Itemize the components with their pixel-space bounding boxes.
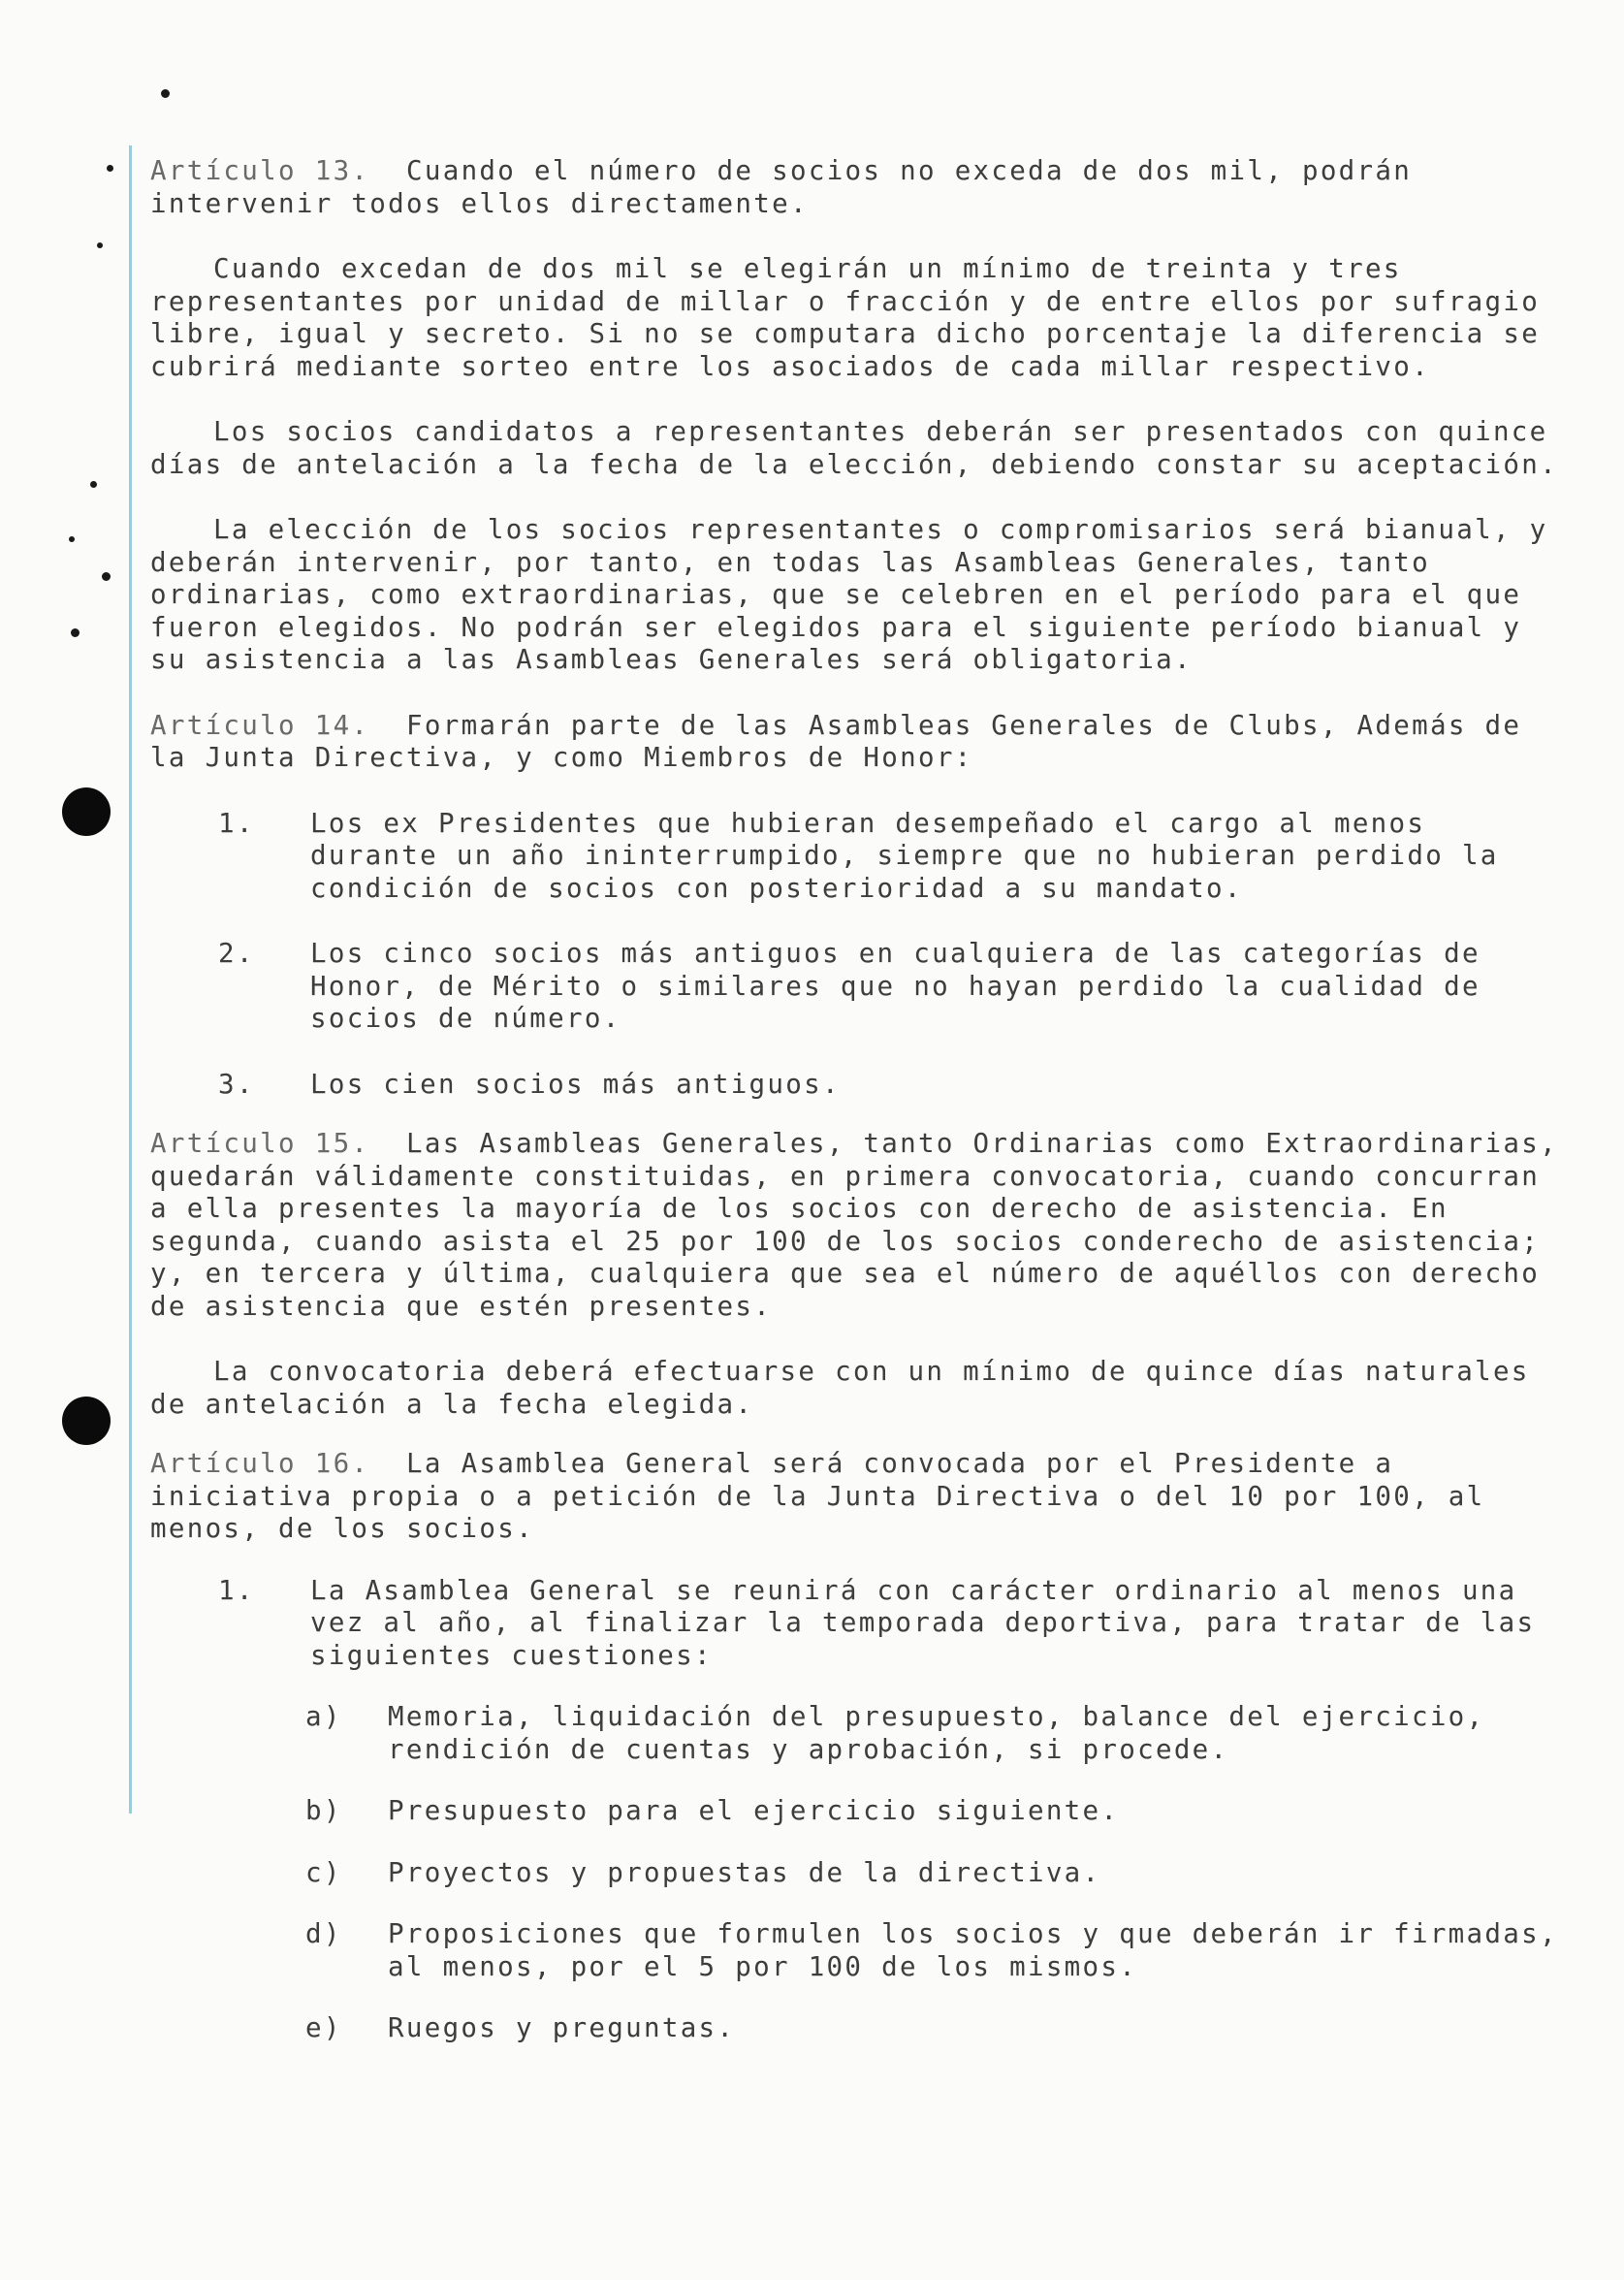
article-14-intro: [150, 710, 1566, 775]
speck: [69, 536, 75, 542]
article-15-p1: [150, 1128, 1576, 1323]
article-15-p2: La convocatoria deberá efectuarse con un mínimo de quince días naturales de antelación a la fecha elegida.: [150, 1356, 1548, 1420]
article-13-heading: Artículo 13.: [150, 155, 370, 186]
sub-item-text: Ruegos y preguntas.: [388, 2012, 736, 2043]
list-item: [150, 1069, 1566, 1102]
article-15-text: Las Asambleas Generales, tanto Ordinarias como Extraordinarias, quedarán válidamente constituidas, en primera convocatoria, cuando concurran a ella presentes la mayoría de los socios con derecho de asistencia. En segunda, cuando asista el 25 por 100 de los socios conderecho de asistencia; y, en tercera y última, cualquiera que sea el número de aquéllos con derecho de asistencia que estén presentes.: [150, 1128, 1576, 1322]
article-15-heading: Artículo 15.: [150, 1128, 370, 1159]
punch-hole-top: [62, 787, 111, 836]
sub-item-label: e): [305, 2012, 342, 2043]
punch-hole-bottom: [62, 1397, 111, 1445]
speck: [71, 628, 80, 637]
sub-item: [305, 2012, 1566, 2045]
article-13-text: Cuando el número de socios no exceda de dos mil, podrán intervenir todos ellos directamente.: [150, 155, 1430, 219]
item-number: 2.: [218, 938, 255, 969]
sub-item-label: d): [305, 1918, 342, 1949]
sub-item-label: b): [305, 1795, 342, 1826]
item-text: Los ex Presidentes que hubieran desempeñado el cargo al menos durante un año ininterrumpido, siempre que no hubieran perdido la condición de socios con posterioridad a su mandato.: [310, 807, 1499, 904]
sub-item-label: a): [305, 1701, 342, 1732]
speck: [97, 242, 103, 248]
sub-item-text: Proposiciones que formulen los socios y que deberán ir firmadas, al menos, por el 5 por 100 de los mismos.: [388, 1918, 1558, 1982]
list-item: [150, 938, 1566, 1036]
item-text: La Asamblea General se reunirá con carácter ordinario al menos una vez al año, al finalizar la temporada deportiva, para tratar de las siguientes cuestiones:: [310, 1574, 1536, 1671]
margin-line: [129, 145, 132, 1814]
list-item: [150, 1575, 1566, 1673]
sub-item: [305, 1857, 1566, 1890]
article-13-p2: Cuando excedan de dos mil se elegirán un mínimo de treinta y tres representantes por unidad de millar o fracción y de entre ellos por sufragio libre, igual y secreto. Si no se computara dicho porcentaje la diferencia se cubrirá mediante sorteo entre los asociados de cada millar respectivo.: [150, 253, 1558, 382]
item-number: 1.: [218, 1574, 255, 1606]
item-text: Los cinco socios más antiguos en cualquiera de las categorías de Honor, de Mérito o similares que no hayan perdido la cualidad de socios de número.: [310, 938, 1481, 1034]
sub-item: [305, 1795, 1566, 1828]
sub-item-text: Memoria, liquidación del presupuesto, balance del ejercicio, rendición de cuentas y aprobación, si procede.: [388, 1701, 1485, 1765]
article-13-p4: La elección de los socios representantes o compromisarios será bianual, y deberán intervenir, por tanto, en todas las Asambleas Generales, tanto ordinarias, como extraordinarias, que se celebren en el período para el que fueron elegidos. No podrán ser elegidos para el siguiente período bianual y su asistencia a las Asambleas Generales será obligatoria.: [150, 514, 1567, 675]
sub-item-text: Proyectos y propuestas de la directiva.: [388, 1856, 1101, 1888]
sub-item-text: Presupuesto para el ejercicio siguiente.: [388, 1795, 1120, 1826]
sub-item: [305, 1701, 1566, 1766]
article-14-heading: Artículo 14.: [150, 709, 370, 741]
item-text: Los cien socios más antiguos.: [310, 1068, 841, 1100]
article-16-heading: Artículo 16.: [150, 1448, 370, 1479]
article-16-text: La Asamblea General será convocada por el Presidente a iniciativa propia o a petición de la Junta Directiva o del 10 por 100, al menos, de los socios.: [150, 1448, 1504, 1544]
document-body: [150, 155, 1576, 2045]
speck: [90, 481, 97, 488]
speck: [161, 89, 170, 98]
item-number: 3.: [218, 1068, 255, 1100]
item-number: 1.: [218, 807, 255, 839]
sub-item: [305, 1918, 1566, 1983]
article-16-p1: [150, 1448, 1566, 1546]
sub-item-label: c): [305, 1856, 342, 1888]
article-13-p1: [150, 155, 1566, 220]
speck: [102, 572, 111, 581]
article-13-p3: Los socios candidatos a representantes deberán ser presentados con quince días de antelación a la fecha de la elección, debiendo constar su aceptación.: [150, 416, 1567, 480]
speck: [107, 165, 113, 172]
article-14-text: Formarán parte de las Asambleas Generales de Clubs, Además de la Junta Directiva, y como Miembros de Honor:: [150, 709, 1541, 773]
list-item: [150, 808, 1566, 906]
